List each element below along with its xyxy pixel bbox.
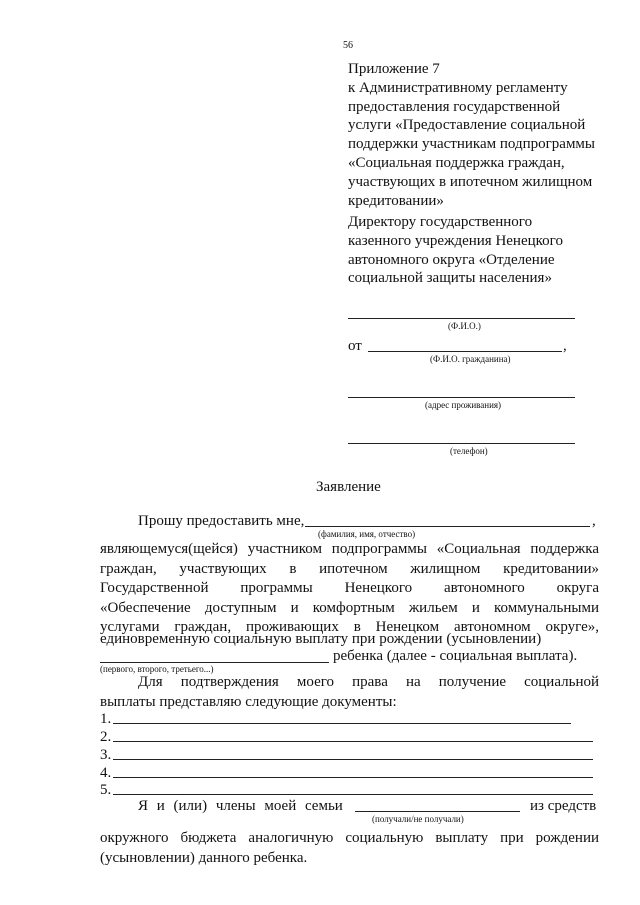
doc-item-5-number: 5. (100, 782, 112, 798)
received-status-caption: (получали/не получали) (372, 814, 464, 824)
addressee-line: казенного учреждения Ненецкого (348, 232, 563, 249)
address-field-line[interactable] (348, 397, 575, 398)
confirm-text: Для подтверждения моего права на получение социальной (138, 674, 599, 690)
request-line: Государственной программы Ненецкого автономного округа (100, 580, 599, 596)
request-last-line: единовременную социальную выплату при рождении (усыновлении) (100, 631, 542, 647)
appendix-line: участвующих в ипотечном жилищном (348, 173, 593, 190)
page-number: 56 (343, 40, 353, 51)
doc-item-1-line[interactable] (113, 723, 571, 724)
request-line: граждан, участвующих в ипотечном жилищном кредитовании» (100, 560, 599, 577)
appendix-line: Приложение 7 (348, 61, 440, 77)
family-line-2: (усыновлении) данного ребенка. (100, 850, 308, 866)
phone-caption: (телефон) (450, 446, 488, 456)
appendix-line: предоставления государственной (348, 98, 561, 115)
doc-item-3-line[interactable] (113, 759, 593, 760)
appendix-line: кредитовании» (348, 192, 444, 209)
doc-item-5-line[interactable] (113, 794, 593, 795)
child-order-field-line[interactable] (100, 662, 329, 663)
phone-field-line[interactable] (348, 443, 575, 444)
document-title: Заявление (316, 479, 381, 495)
addressee-line: автономного округа «Отделение (348, 251, 555, 268)
family-prefix: Я и (или) члены моей семьи (138, 798, 343, 814)
doc-item-1-number: 1. (100, 711, 112, 727)
confirm-line-2: выплаты представляю следующие документы: (100, 694, 397, 710)
child-suffix: ребенка (далее - социальная выплата). (333, 648, 578, 664)
from-label: от (348, 338, 362, 354)
family-suffix: из средств (530, 798, 597, 814)
applicant-name-field-line[interactable] (305, 526, 590, 527)
appendix-line: «Социальная поддержка граждан, (348, 154, 565, 171)
request-line: «Обеспечение доступным и комфортным жильем и коммунальными (100, 599, 599, 616)
fio-field-line[interactable] (348, 318, 575, 319)
appendix-line: к Административному регламенту (348, 79, 568, 96)
doc-item-3-number: 3. (100, 747, 112, 763)
addressee-block (348, 213, 563, 288)
addressee-line: социальной защиты населения» (348, 270, 552, 287)
confirm-line-1 (138, 674, 599, 691)
citizen-fio-field-line[interactable] (368, 351, 562, 352)
doc-item-2-line[interactable] (113, 741, 593, 742)
fio-caption: (Ф.И.О.) (448, 321, 481, 331)
doc-item-4-line[interactable] (113, 777, 593, 778)
doc-item-2-number: 2. (100, 729, 112, 745)
request-line: являющемуся(щейся) участником подпрограммы «Социальная поддержка (100, 541, 599, 557)
request-line: услугами граждан, проживающих в Ненецком автономном округе», (100, 619, 599, 635)
appendix-line: поддержки участникам подпрограммы (348, 136, 596, 153)
address-caption: (адрес проживания) (425, 400, 502, 410)
from-comma: , (563, 338, 567, 354)
appendix-block (348, 60, 595, 210)
appendix-line: услуги «Предоставление социальной (348, 117, 586, 134)
child-order-caption: (первого, второго, третьего...) (100, 664, 214, 674)
received-status-field-line[interactable] (355, 811, 520, 812)
request-comma: , (592, 513, 596, 529)
request-prefix: Прошу предоставить мне, (138, 513, 305, 529)
citizen-fio-caption: (Ф.И.О. гражданина) (430, 354, 511, 364)
applicant-name-caption: (фамилия, имя, отчество) (318, 529, 416, 539)
addressee-line: Директору государственного (348, 214, 533, 230)
request-body (100, 541, 599, 639)
doc-item-4-number: 4. (100, 765, 112, 781)
family-line-1 (100, 830, 599, 847)
family-text: окружного бюджета аналогичную социальную выплату при рождении (100, 830, 599, 846)
